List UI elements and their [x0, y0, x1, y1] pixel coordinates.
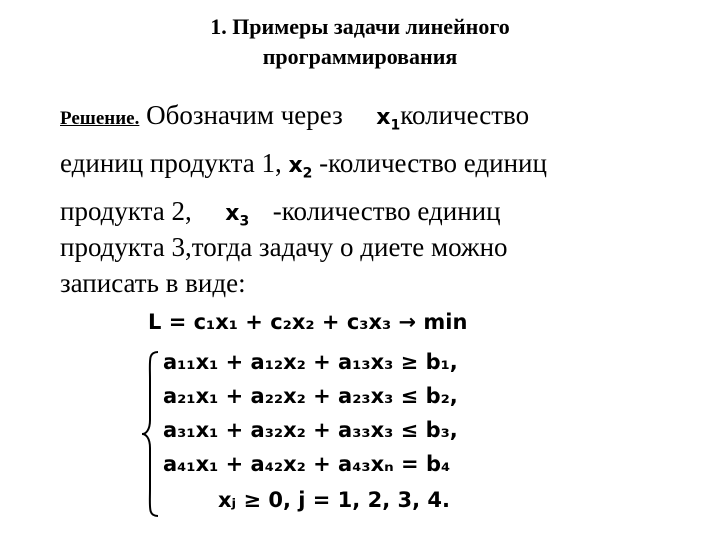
text-line-5: записать в виде:	[60, 268, 246, 298]
text-quantity-units-1: -количество единиц	[319, 148, 547, 178]
left-brace	[140, 350, 160, 518]
text-line-1	[60, 100, 529, 140]
text-denote: Обозначим через	[139, 100, 343, 130]
text-product-2: продукта 2,	[60, 196, 192, 226]
var-x2: $x_2$	[288, 153, 313, 182]
text-line-4: продукта 3,тогда задачу о диете можно	[60, 232, 508, 262]
constraint-4: a₄₁x₁ + a₄₂x₂ + a₄₃xₙ = b₄	[163, 452, 451, 476]
solution-label: Решение.	[60, 108, 140, 129]
text-units-product-1: единиц продукта 1,	[60, 148, 282, 178]
constraint-2: a₂₁x₁ + a₂₂x₂ + a₂₃x₃ ≤ b₂,	[163, 384, 458, 408]
text-line-2	[60, 148, 547, 188]
text-line-3	[60, 196, 501, 236]
objective-function: L = c₁x₁ + c₂x₂ + c₃x₃ → min	[148, 310, 468, 334]
constraint-3: a₃₁x₁ + a₃₂x₂ + a₃₃x₃ ≤ b₃,	[163, 418, 458, 442]
var-x3: $x_3$	[225, 201, 250, 230]
constraint-1: a₁₁x₁ + a₁₂x₂ + a₁₃x₃ ≥ b₁,	[163, 350, 458, 374]
constraint-nonnegativity: xⱼ ≥ 0, j = 1, 2, 3, 4.	[218, 488, 450, 512]
text-quantity-units-2: -количество единиц	[272, 196, 501, 226]
text-quantity: количество	[400, 100, 530, 130]
var-x1: $x_1$	[376, 105, 401, 134]
title-line-2: программирования	[262, 44, 458, 69]
slide-title	[0, 12, 720, 72]
title-line-1: 1. Примеры задачи линейного	[210, 14, 510, 39]
